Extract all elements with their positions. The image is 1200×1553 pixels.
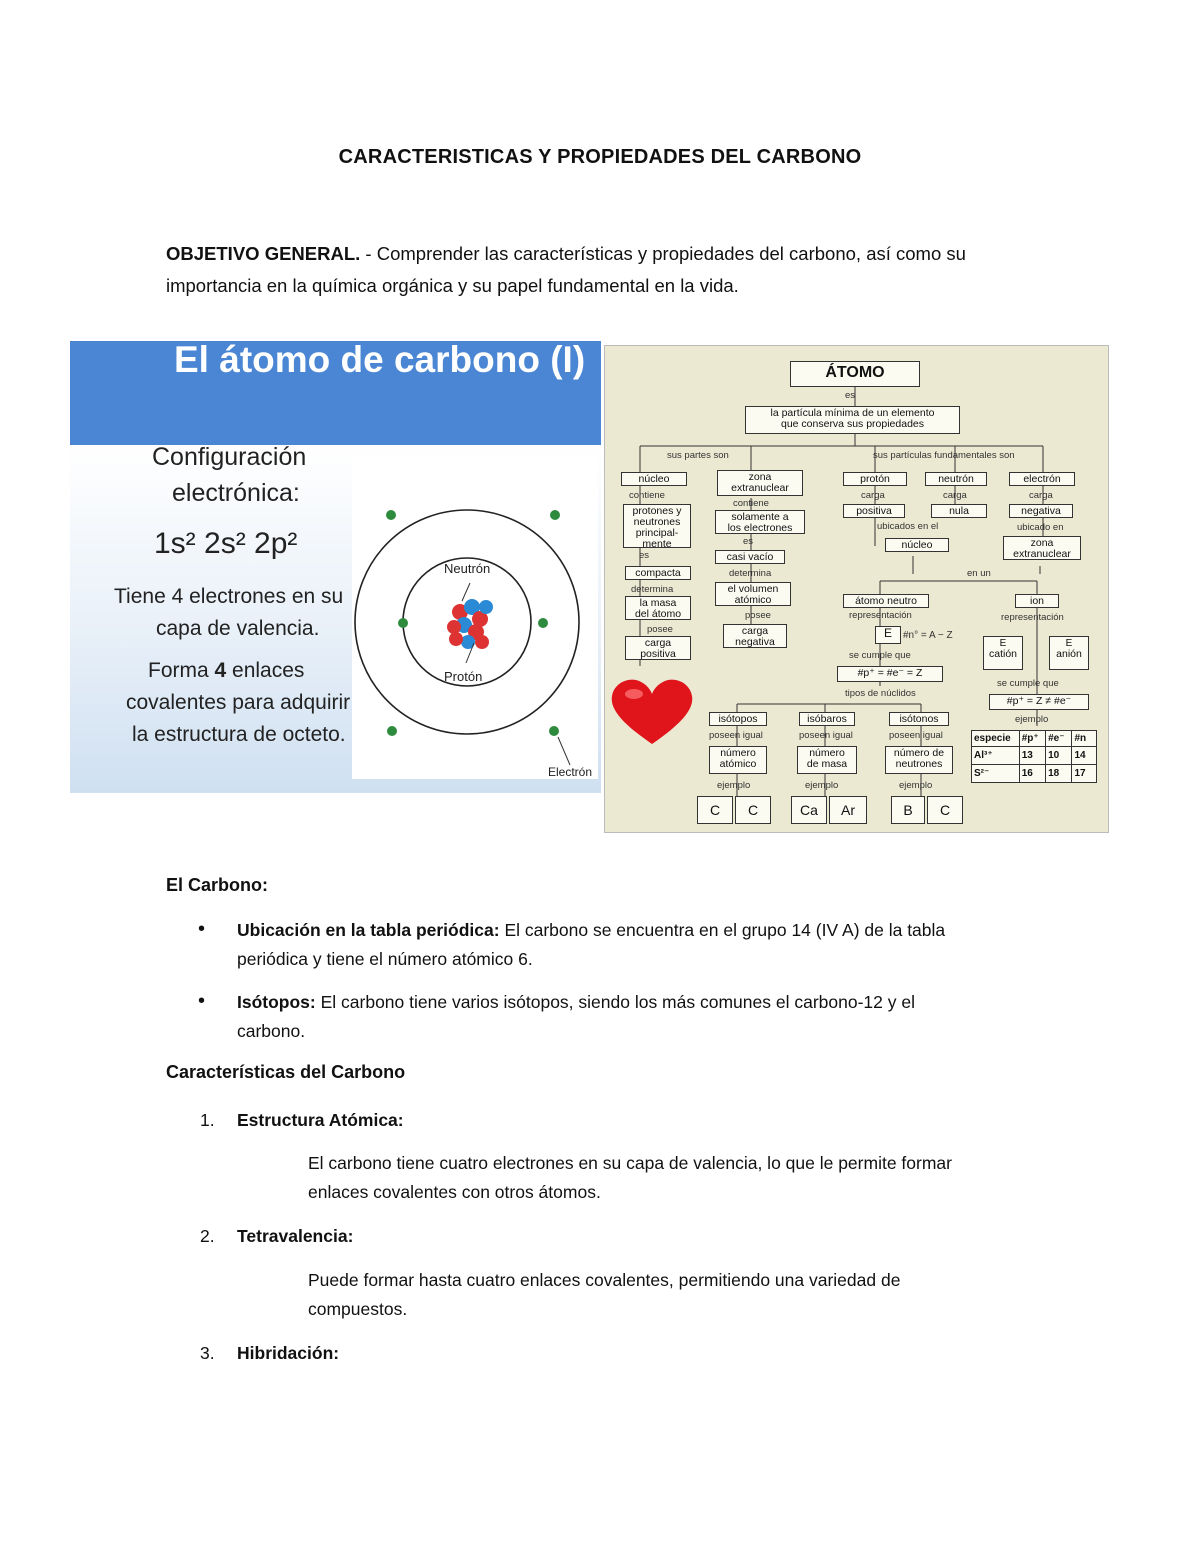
list-item-label: Tetravalencia: — [237, 1226, 354, 1246]
concept-ion-formula: #p⁺ = Z ≠ #e⁻ — [989, 694, 1089, 710]
concept-nucleo-2: núcleo — [885, 538, 949, 552]
heart-icon — [610, 678, 694, 751]
concept-isotopos: isótopos — [709, 712, 767, 726]
concept-cation: E catión — [983, 636, 1023, 670]
label-ejemplo-2: ejemplo — [805, 780, 839, 791]
label-particles: sus partículas fundamentales son — [873, 450, 1015, 461]
slide-heading: El átomo de carbono (I) — [174, 341, 586, 380]
example-c12: C — [697, 796, 733, 824]
concept-isobaros: isóbaros — [799, 712, 855, 726]
concept-zona: zona extranuclear — [717, 470, 803, 496]
concept-nula: nula — [931, 504, 987, 518]
label-ejemplo-ion: ejemplo — [1015, 714, 1049, 725]
bonds-text-1: Forma 4 enlaces — [148, 659, 305, 682]
electron-label: Electrón — [548, 765, 593, 779]
concept-carga-pos: carga positiva — [625, 636, 691, 660]
label-carga-electron: carga — [1029, 490, 1053, 501]
concept-neutron: neutrón — [925, 472, 987, 486]
slide-header — [70, 341, 601, 445]
example-c14: C — [735, 796, 771, 824]
electron-configuration: 1s² 2s² 2p² — [154, 527, 298, 560]
concept-nucleo: núcleo — [621, 472, 687, 486]
example-ca: Ca — [791, 796, 827, 824]
concept-repr-formula: #n° = A − Z — [903, 630, 953, 641]
species-table-header: especie #p⁺ #e⁻ #n — [971, 730, 1097, 747]
caracteristicas-heading: Características del Carbono — [166, 1062, 406, 1082]
concept-protones: protones y neutrones principal- mente — [623, 504, 691, 548]
list-item-label: Hibridación: — [237, 1343, 340, 1363]
table-row: Al³⁺ 13 10 14 — [971, 747, 1097, 765]
bullet-icon: • — [198, 918, 206, 940]
label-determina: determina — [729, 568, 772, 579]
label-es-2: es — [743, 536, 754, 547]
list-item-label: Estructura Atómica: — [237, 1110, 404, 1130]
concept-volumen: el volumen atómico — [715, 582, 791, 606]
list-number: 1. — [200, 1110, 215, 1130]
concept-compacta: compacta — [625, 566, 691, 580]
concept-isotonos: isótonos — [889, 712, 949, 726]
label-en-un: en un — [967, 568, 991, 579]
label-posee: posee — [745, 610, 771, 621]
concept-masa: la masa del átomo — [625, 596, 691, 620]
list-number: 3. — [200, 1343, 215, 1363]
bonds-text-2: covalentes para adquirir — [126, 691, 351, 714]
label-determina-2: determina — [631, 584, 674, 595]
label-poseen-2: poseen igual — [799, 730, 853, 741]
example-ar: Ar — [829, 796, 867, 824]
label-ubicados: ubicados en el — [877, 521, 939, 532]
concept-negativa: negativa — [1009, 504, 1073, 518]
concept-anion: E anión — [1049, 636, 1089, 670]
concept-zona-ext: zona extranuclear — [1003, 536, 1081, 560]
neutron-label: Neutrón — [444, 561, 491, 576]
electrons — [386, 510, 560, 736]
table-row: S²⁻ 16 18 17 — [971, 765, 1097, 783]
concept-casi-vacio: casi vacío — [715, 550, 785, 564]
concept-positiva: positiva — [843, 504, 905, 518]
concept-cumple-formula: #p⁺ = #e⁻ = Z — [837, 666, 943, 682]
concept-num-atomico: número atómico — [709, 746, 767, 774]
atom-concept-map — [604, 345, 1109, 833]
list-number: 2. — [200, 1226, 215, 1246]
concept-root: ÁTOMO — [790, 361, 920, 387]
label-contiene-2: contiene — [733, 498, 769, 509]
label-es-3: es — [639, 550, 650, 561]
concept-num-masa: número de masa — [797, 746, 857, 774]
bullet-icon: • — [198, 990, 206, 1012]
label-parts: sus partes son — [667, 450, 729, 461]
objective-text: - Comprender las características y propiedades del carbono, así como su importancia en la química orgánica y su papel fundamental en la vida. — [166, 243, 966, 296]
list-item: Isótopos: El carbono tiene varios isótopos, siendo los más comunes el carbono-12 y el carbono. — [237, 992, 915, 1041]
concept-atomo-neutro: átomo neutro — [843, 594, 929, 608]
bonds-text-3: la estructura de octeto. — [132, 723, 346, 746]
concept-carga-neg: carga negativa — [723, 624, 787, 648]
valence-text-2: capa de valencia. — [156, 617, 320, 640]
config-label-2: electrónica: — [172, 479, 300, 507]
nucleus — [447, 599, 493, 649]
proton-label: Protón — [444, 669, 483, 684]
label-poseen-1: poseen igual — [709, 730, 763, 741]
concept-num-neutrones: número de neutrones — [885, 746, 953, 774]
label-tipos: tipos de núclidos — [845, 688, 916, 699]
label-es: es — [845, 390, 856, 401]
config-label: Configuración — [152, 443, 307, 471]
label-cumple: se cumple que — [849, 650, 911, 661]
bohr-atom-diagram — [352, 457, 598, 779]
concept-solamente: solamente a los electrones — [715, 510, 805, 534]
species-table — [971, 730, 1097, 783]
document-title: CARACTERISTICAS Y PROPIEDADES DEL CARBONO — [338, 146, 862, 168]
label-ubicado: ubicado en — [1017, 522, 1064, 533]
label-ejemplo-1: ejemplo — [717, 780, 751, 791]
list-item: Ubicación en la tabla periódica: El carbono se encuentra en el grupo 14 (IV A) de la tabla periódica y tiene el número atómico 6. — [237, 920, 946, 969]
label-representacion-2: representación — [1001, 612, 1064, 623]
nuclide-symbol: E — [875, 626, 901, 644]
concept-proton: protón — [843, 472, 907, 486]
label-contiene: contiene — [629, 490, 665, 501]
list-item-text: Puede formar hasta cuatro enlaces covalentes, permitiendo una variedad de compuestos. — [308, 1270, 901, 1319]
label-carga-neutron: carga — [943, 490, 967, 501]
label-posee-2: posee — [647, 624, 673, 635]
concept-definition: la partícula mínima de un elemento que conserva sus propiedades — [745, 406, 960, 434]
label-poseen-3: poseen igual — [889, 730, 943, 741]
objective-paragraph — [166, 238, 1046, 302]
concept-electron: electrón — [1009, 472, 1075, 486]
list-item-text: El carbono tiene cuatro electrones en su capa de valencia, lo que le permite formar enlaces covalentes con otros átomos. — [308, 1153, 952, 1202]
label-representacion: representación — [849, 610, 912, 621]
example-b: B — [891, 796, 925, 824]
example-c: C — [927, 796, 963, 824]
valence-text-1: Tiene 4 electrones en su — [114, 585, 344, 608]
carbono-heading: El Carbono: — [166, 875, 268, 895]
label-cumple-ion: se cumple que — [997, 678, 1059, 689]
label-ejemplo-3: ejemplo — [899, 780, 933, 791]
concept-ion: ion — [1015, 594, 1059, 608]
label-carga-proton: carga — [861, 490, 885, 501]
objective-label: OBJETIVO GENERAL. — [166, 243, 361, 264]
